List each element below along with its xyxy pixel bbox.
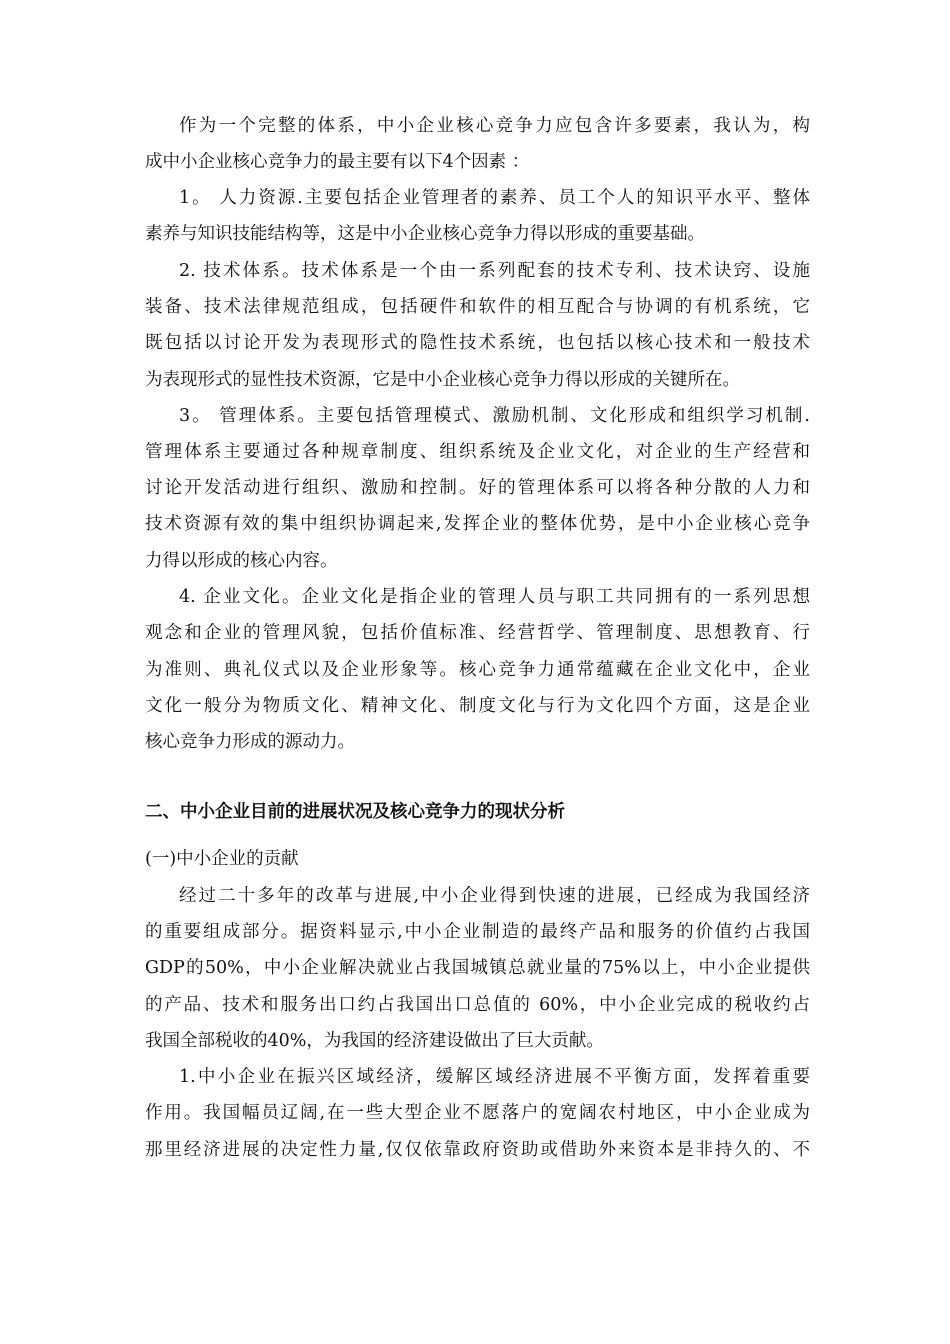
item1-line-2: 素养与知识技能结构等，这是中小企业核心竞争力得以形成的重要基础。 bbox=[145, 224, 705, 244]
contribution-line-4: 的产品、技术和服务出口约占我国出口总值的 60%，中小企业完成的税收约占 bbox=[145, 995, 810, 1015]
item3-line-5: 力得以形成的核心内容。 bbox=[145, 551, 338, 571]
contribution-line-2: 的重要组成部分。据资料显示,中小企业制造的最终产品和服务的价值约占我国 bbox=[145, 922, 810, 942]
intro-line-2: 成中小企业核心竞争力的最主要有以下4个因素 ： bbox=[145, 152, 530, 172]
item3-line-3: 讨论开发活动进行组织、激励和控制。好的管理体系可以将各种分散的人力和 bbox=[145, 478, 810, 498]
item2-line-4: 为表现形式的显性技术资源，它是中小企业核心竞争力得以形成的关键所在。 bbox=[145, 370, 740, 390]
item2-line-3: 既包括以讨论开发为表现形式的隐性技术系统，也包括以核心技术和一般技术 bbox=[145, 333, 810, 353]
item3-line-1: 3。 管理体系。主要包括管理模式、激励机制、文化形成和组织学习机制. bbox=[179, 406, 810, 426]
point1-line-1: 1.中小企业在振兴区域经济，缓解区域经济进展不平衡方面，发挥着重要 bbox=[179, 1067, 810, 1087]
item3-line-2: 管理体系主要通过各种规章制度、组织系统及企业文化，对企业的生产经营和 bbox=[145, 442, 810, 462]
item1-line-1: 1。 人力资源.主要包括企业管理者的素养、员工个人的知识平水平、整体 bbox=[179, 188, 810, 208]
item2-line-1: 2. 技术体系。技术体系是一个由一系列配套的技术专利、技术诀窍、设施 bbox=[179, 261, 810, 281]
item4-line-1: 4. 企业文化。企业文化是指企业的管理人员与职工共同拥有的一系列思想 bbox=[179, 587, 810, 607]
contribution-line-3: GDP的50%，中小企业解决就业占我国城镇总就业量的75%以上，中小企业提供 bbox=[145, 958, 810, 978]
item2-line-2: 装备、技术法律规范组成，包括硬件和软件的相互配合与协调的有机系统，它 bbox=[145, 297, 810, 317]
subsection-heading: (一)中小企业的贡献 bbox=[145, 849, 299, 869]
item4-line-5: 核心竞争力形成的源动力。 bbox=[145, 732, 355, 752]
point1-line-2: 作用。我国幅员辽阔,在一些大型企业不愿落户的宽阔农村地区，中小企业成为 bbox=[145, 1103, 810, 1123]
item4-line-4: 文化一般分为物质文化、精神文化、制度文化与行为文化四个方面，这是企业 bbox=[145, 696, 810, 716]
contribution-line-1: 经过二十多年的改革与进展,中小企业得到快速的进展，已经成为我国经济 bbox=[179, 886, 810, 906]
item3-line-4: 技术资源有效的集中组织协调起来,发挥企业的整体优势，是中小企业核心竞争 bbox=[145, 514, 810, 534]
item4-line-3: 为准则、典礼仪式以及企业形象等。核心竞争力通常蕴藏在企业文化中，企业 bbox=[145, 660, 810, 680]
intro-line-1: 作为一个完整的体系，中小企业核心竞争力应包含许多要素，我认为，构 bbox=[179, 116, 810, 136]
point1-line-3: 那里经济进展的决定性力量,仅仅依靠政府资助或借助外来资本是非持久的、不 bbox=[145, 1140, 810, 1160]
item4-line-2: 观念和企业的管理风貌，包括价值标准、经营哲学、管理制度、思想教育、行 bbox=[145, 623, 810, 643]
section-heading: 二、中小企业目前的进展状况及核心竞争力的现状分析 bbox=[145, 802, 565, 822]
contribution-line-5: 我国全部税收的40%，为我国的经济建设做出了巨大贡献。 bbox=[145, 1031, 604, 1051]
